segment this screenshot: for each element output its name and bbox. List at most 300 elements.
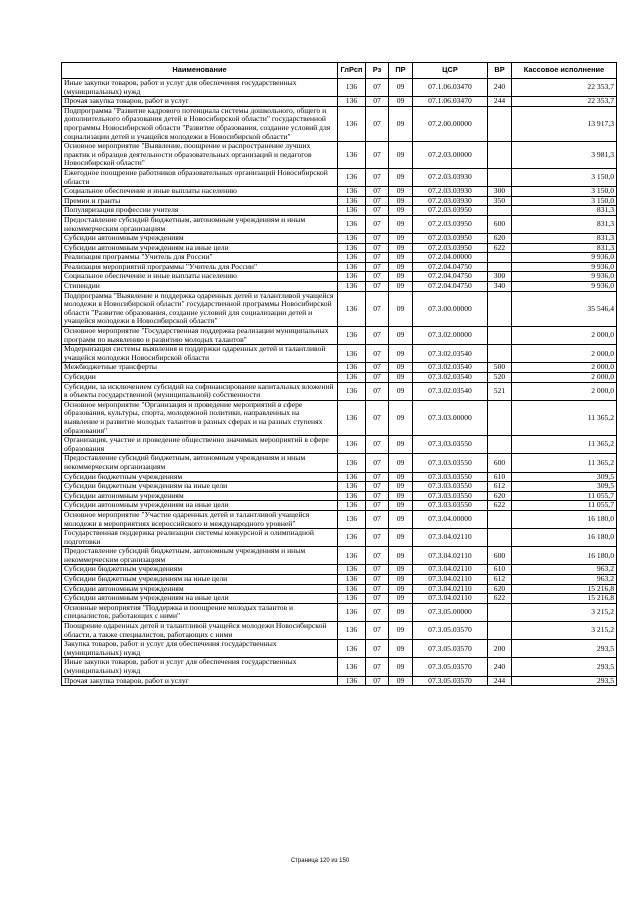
cell-csr: 07.3.05.00000 <box>413 603 488 621</box>
cell-rz: 07 <box>366 262 389 272</box>
table-row <box>62 565 617 575</box>
cell-vr: 620 <box>488 584 512 594</box>
cell-cash-execution: 11 055,7 <box>512 501 617 511</box>
cell-pr: 09 <box>389 594 413 604</box>
cell-pr: 09 <box>389 382 413 400</box>
cell-csr: 07.3.05.03570 <box>413 658 488 676</box>
cell-name: Субсидии автономным учреждениям <box>62 234 338 244</box>
table-row <box>62 272 617 282</box>
cell-csr: 07.3.03.03550 <box>413 454 488 472</box>
cell-rz: 07 <box>366 272 389 282</box>
cell-rz: 07 <box>366 291 389 326</box>
cell-rz: 07 <box>366 547 389 565</box>
cell-cash-execution: 3 150,0 <box>512 168 617 186</box>
cell-name: Государственная поддержка реализации системы конкурсной и олимпиадной подготовки <box>62 529 338 547</box>
header-rz: Рз <box>366 63 389 79</box>
cell-glrsp: 136 <box>338 594 366 604</box>
cell-vr <box>488 529 512 547</box>
cell-cash-execution: 963,2 <box>512 575 617 585</box>
cell-csr: 07.2.04.04750 <box>413 272 488 282</box>
table-row <box>62 262 617 272</box>
cell-csr: 07.2.03.03930 <box>413 187 488 197</box>
table-row <box>62 676 617 686</box>
cell-name: Подпрограмма "Выявление и поддержка одаренных детей и талантливой учащейся молодежи в Новосибирской области" государственной программы Новосибирской области "Развитие образования, создание условий для социализации детей и учащейся молодежи в Новосибирской области" <box>62 291 338 326</box>
table-row <box>62 234 617 244</box>
cell-csr: 07.3.04.02110 <box>413 547 488 565</box>
cell-name: Основное мероприятие "Выявление, поощрение и распространение лучших практик и образцов деятельности образовательных организаций и педагогов Новосибирской области" <box>62 142 338 169</box>
cell-vr: 340 <box>488 282 512 292</box>
cell-name: Основные мероприятия "Поддержка и поощрение молодых талантов и специалистов, работающих с ними" <box>62 603 338 621</box>
cell-name: Основное мероприятие "Участие одаренных детей и талантливой учащейся молодежи в мероприятиях всероссийского и международного уровней" <box>62 510 338 528</box>
cell-pr: 09 <box>389 363 413 373</box>
table-row <box>62 400 617 435</box>
cell-name: Межбюджетные трансферты <box>62 363 338 373</box>
cell-vr <box>488 436 512 454</box>
table-row <box>62 206 617 216</box>
cell-vr: 521 <box>488 382 512 400</box>
table-row <box>62 640 617 658</box>
cell-csr: 07.3.03.03550 <box>413 436 488 454</box>
cell-rz: 07 <box>366 676 389 686</box>
table-row <box>62 594 617 604</box>
table-row <box>62 622 617 640</box>
cell-cash-execution: 309,5 <box>512 472 617 482</box>
cell-pr: 09 <box>389 400 413 435</box>
cell-name: Предоставление субсидий бюджетным, автономным учреждениям и иным некоммерческим организациям <box>62 454 338 472</box>
cell-csr: 07.2.04.04750 <box>413 282 488 292</box>
cell-cash-execution: 2 000,0 <box>512 373 617 383</box>
cell-pr: 09 <box>389 196 413 206</box>
cell-cash-execution: 11 055,7 <box>512 491 617 501</box>
table-row <box>62 282 617 292</box>
cell-pr: 09 <box>389 327 413 345</box>
cell-cash-execution: 2 000,0 <box>512 382 617 400</box>
cell-rz: 07 <box>366 345 389 363</box>
cell-pr: 09 <box>389 282 413 292</box>
cell-csr: 07.3.02.03540 <box>413 345 488 363</box>
cell-cash-execution: 293,5 <box>512 640 617 658</box>
cell-pr: 09 <box>389 187 413 197</box>
cell-rz: 07 <box>366 282 389 292</box>
cell-vr: 610 <box>488 472 512 482</box>
cell-glrsp: 136 <box>338 565 366 575</box>
cell-glrsp: 136 <box>338 501 366 511</box>
cell-name: Социальное обеспечение и иные выплаты населению <box>62 187 338 197</box>
cell-name: Подпрограмма "Развитие кадрового потенциала системы дошкольного, общего и дополнительного образования детей в Новосибирской области" государственной программы Новосибирской области "Развитие образования, создание условий для социализации детей и учащейся молодежи в Новосибирской области" <box>62 106 338 141</box>
cell-glrsp: 136 <box>338 272 366 282</box>
cell-glrsp: 136 <box>338 142 366 169</box>
cell-csr: 07.3.05.03570 <box>413 622 488 640</box>
cell-name: Субсидии бюджетным учреждениям <box>62 472 338 482</box>
cell-vr: 620 <box>488 234 512 244</box>
cell-name: Иные закупки товаров, работ и услуг для обеспечения государственных (муниципальных) нужд <box>62 658 338 676</box>
cell-vr <box>488 142 512 169</box>
cell-pr: 09 <box>389 603 413 621</box>
cell-glrsp: 136 <box>338 658 366 676</box>
cell-csr: 07.3.04.02110 <box>413 529 488 547</box>
cell-csr: 07.3.03.03550 <box>413 472 488 482</box>
cell-name: Иные закупки товаров, работ и услуг для обеспечения государственных (муниципальных) нужд <box>62 79 338 97</box>
cell-cash-execution: 16 180,0 <box>512 529 617 547</box>
cell-csr: 07.2.00.00000 <box>413 106 488 141</box>
cell-pr: 09 <box>389 584 413 594</box>
cell-pr: 09 <box>389 142 413 169</box>
cell-vr <box>488 345 512 363</box>
cell-csr: 07.3.03.03550 <box>413 482 488 492</box>
cell-rz: 07 <box>366 206 389 216</box>
cell-pr: 09 <box>389 234 413 244</box>
cell-csr: 07.3.04.00000 <box>413 510 488 528</box>
cell-pr: 09 <box>389 373 413 383</box>
cell-csr: 07.2.03.03950 <box>413 243 488 253</box>
cell-name: Субсидии, за исключением субсидий на софинансирование капитальных вложений в объекты государственной (муниципальной) собственности <box>62 382 338 400</box>
table-row <box>62 373 617 383</box>
page-number: Страница 120 из 150 <box>290 858 350 864</box>
table-row <box>62 363 617 373</box>
cell-rz: 07 <box>366 575 389 585</box>
cell-pr: 09 <box>389 622 413 640</box>
table-row <box>62 482 617 492</box>
table-row <box>62 106 617 141</box>
table-row <box>62 187 617 197</box>
cell-glrsp: 136 <box>338 482 366 492</box>
cell-rz: 07 <box>366 234 389 244</box>
cell-rz: 07 <box>366 196 389 206</box>
table-row <box>62 501 617 511</box>
cell-csr: 07.1.06.03470 <box>413 97 488 107</box>
cell-cash-execution: 16 180,0 <box>512 510 617 528</box>
cell-name: Прочая закупка товаров, работ и услуг <box>62 97 338 107</box>
cell-cash-execution: 3 150,0 <box>512 196 617 206</box>
cell-vr: 622 <box>488 501 512 511</box>
cell-name: Субсидии автономным учреждениям на иные цели <box>62 243 338 253</box>
header-cash-execution: Кассовое исполнение <box>512 63 617 79</box>
cell-name: Социальное обеспечение и иные выплаты населению <box>62 272 338 282</box>
cell-pr: 09 <box>389 676 413 686</box>
table-row <box>62 547 617 565</box>
header-vr: ВР <box>488 63 512 79</box>
cell-rz: 07 <box>366 243 389 253</box>
cell-vr <box>488 206 512 216</box>
cell-csr: 07.2.03.03950 <box>413 215 488 233</box>
cell-csr: 07.3.05.03570 <box>413 640 488 658</box>
cell-vr: 600 <box>488 215 512 233</box>
cell-rz: 07 <box>366 472 389 482</box>
cell-pr: 09 <box>389 243 413 253</box>
table-row <box>62 454 617 472</box>
cell-rz: 07 <box>366 501 389 511</box>
cell-pr: 09 <box>389 472 413 482</box>
cell-pr: 09 <box>389 547 413 565</box>
cell-vr <box>488 622 512 640</box>
cell-pr: 09 <box>389 436 413 454</box>
cell-name: Модернизация системы выявления и поддержки одаренных детей и талантливой учащейся молодежи Новосибирской области <box>62 345 338 363</box>
cell-cash-execution: 309,5 <box>512 482 617 492</box>
cell-cash-execution: 831,3 <box>512 206 617 216</box>
cell-glrsp: 136 <box>338 382 366 400</box>
cell-glrsp: 136 <box>338 291 366 326</box>
cell-name: Стипендии <box>62 282 338 292</box>
cell-rz: 07 <box>366 187 389 197</box>
cell-csr: 07.3.05.03570 <box>413 676 488 686</box>
cell-pr: 09 <box>389 253 413 263</box>
cell-cash-execution: 293,5 <box>512 658 617 676</box>
cell-rz: 07 <box>366 382 389 400</box>
table-row <box>62 142 617 169</box>
cell-name: Премии и гранты <box>62 196 338 206</box>
cell-glrsp: 136 <box>338 234 366 244</box>
cell-vr: 500 <box>488 363 512 373</box>
cell-csr: 07.3.04.02110 <box>413 594 488 604</box>
cell-vr: 300 <box>488 187 512 197</box>
cell-cash-execution: 9 936,0 <box>512 253 617 263</box>
cell-glrsp: 136 <box>338 547 366 565</box>
cell-cash-execution: 831,3 <box>512 215 617 233</box>
table-row <box>62 584 617 594</box>
cell-glrsp: 136 <box>338 106 366 141</box>
table-row <box>62 603 617 621</box>
table-row <box>62 658 617 676</box>
cell-cash-execution: 293,5 <box>512 676 617 686</box>
cell-rz: 07 <box>366 168 389 186</box>
cell-glrsp: 136 <box>338 196 366 206</box>
table-row <box>62 436 617 454</box>
cell-csr: 07.3.03.03550 <box>413 501 488 511</box>
cell-rz: 07 <box>366 529 389 547</box>
cell-vr: 622 <box>488 594 512 604</box>
table-row <box>62 491 617 501</box>
cell-cash-execution: 3 150,0 <box>512 187 617 197</box>
table-row <box>62 253 617 263</box>
cell-csr: 07.2.03.03930 <box>413 196 488 206</box>
table-header-row <box>62 63 617 79</box>
header-name: Наименование <box>62 63 338 79</box>
cell-name: Поощрение одаренных детей и талантливой учащейся молодежи Новосибирской области, а также специалистов, работающих с ними <box>62 622 338 640</box>
cell-name: Ежегодное поощрение работников образовательных организаций Новосибирской области <box>62 168 338 186</box>
cell-glrsp: 136 <box>338 282 366 292</box>
cell-glrsp: 136 <box>338 253 366 263</box>
cell-csr: 07.3.04.02110 <box>413 584 488 594</box>
cell-pr: 09 <box>389 262 413 272</box>
cell-csr: 07.2.04.00000 <box>413 253 488 263</box>
cell-glrsp: 136 <box>338 454 366 472</box>
cell-rz: 07 <box>366 640 389 658</box>
table-row <box>62 291 617 326</box>
cell-vr: 600 <box>488 547 512 565</box>
cell-vr <box>488 400 512 435</box>
cell-glrsp: 136 <box>338 345 366 363</box>
table-row <box>62 243 617 253</box>
cell-csr: 07.3.03.03550 <box>413 491 488 501</box>
table-row <box>62 575 617 585</box>
cell-vr: 612 <box>488 482 512 492</box>
cell-cash-execution: 831,3 <box>512 234 617 244</box>
cell-pr: 09 <box>389 575 413 585</box>
cell-cash-execution: 11 365,2 <box>512 436 617 454</box>
cell-glrsp: 136 <box>338 187 366 197</box>
cell-pr: 09 <box>389 106 413 141</box>
cell-csr: 07.1.06.03470 <box>413 79 488 97</box>
cell-pr: 09 <box>389 291 413 326</box>
table-row <box>62 327 617 345</box>
cell-vr: 300 <box>488 272 512 282</box>
header-csr: ЦСР <box>413 63 488 79</box>
cell-csr: 07.3.02.03540 <box>413 382 488 400</box>
table-row <box>62 345 617 363</box>
cell-vr: 600 <box>488 454 512 472</box>
cell-glrsp: 136 <box>338 363 366 373</box>
cell-rz: 07 <box>366 603 389 621</box>
cell-glrsp: 136 <box>338 491 366 501</box>
cell-vr <box>488 106 512 141</box>
cell-cash-execution: 2 000,0 <box>512 327 617 345</box>
cell-csr: 07.2.03.00000 <box>413 142 488 169</box>
cell-pr: 09 <box>389 501 413 511</box>
cell-name: Реализация мероприятий программы "Учитель для России" <box>62 262 338 272</box>
cell-glrsp: 136 <box>338 640 366 658</box>
cell-pr: 09 <box>389 640 413 658</box>
cell-pr: 09 <box>389 510 413 528</box>
cell-name: Субсидии автономным учреждениям <box>62 584 338 594</box>
cell-cash-execution: 831,3 <box>512 243 617 253</box>
cell-rz: 07 <box>366 79 389 97</box>
cell-name: Субсидии автономным учреждениям на иные цели <box>62 501 338 511</box>
cell-pr: 09 <box>389 215 413 233</box>
cell-name: Субсидии автономным учреждениям на иные цели <box>62 594 338 604</box>
cell-vr: 612 <box>488 575 512 585</box>
cell-cash-execution: 9 936,0 <box>512 282 617 292</box>
cell-name: Организация, участие и проведение общественно значимых мероприятий в сфере образования <box>62 436 338 454</box>
cell-csr: 07.3.03.00000 <box>413 400 488 435</box>
cell-glrsp: 136 <box>338 622 366 640</box>
cell-pr: 09 <box>389 206 413 216</box>
cell-rz: 07 <box>366 363 389 373</box>
cell-glrsp: 136 <box>338 79 366 97</box>
cell-cash-execution: 11 365,2 <box>512 400 617 435</box>
cell-vr <box>488 253 512 263</box>
cell-cash-execution: 15 216,8 <box>512 594 617 604</box>
cell-rz: 07 <box>366 142 389 169</box>
cell-name: Предоставление субсидий бюджетным, автономным учреждениям и иным некоммерческим организациям <box>62 547 338 565</box>
cell-rz: 07 <box>366 97 389 107</box>
cell-pr: 09 <box>389 529 413 547</box>
cell-vr: 200 <box>488 640 512 658</box>
table-row <box>62 215 617 233</box>
cell-glrsp: 136 <box>338 168 366 186</box>
cell-csr: 07.2.04.04750 <box>413 262 488 272</box>
cell-rz: 07 <box>366 658 389 676</box>
cell-rz: 07 <box>366 594 389 604</box>
header-pr: ПР <box>389 63 413 79</box>
cell-csr: 07.3.00.00000 <box>413 291 488 326</box>
cell-cash-execution: 11 365,2 <box>512 454 617 472</box>
cell-rz: 07 <box>366 584 389 594</box>
cell-name: Субсидии автономным учреждениям <box>62 491 338 501</box>
cell-vr: 244 <box>488 97 512 107</box>
cell-glrsp: 136 <box>338 400 366 435</box>
cell-name: Основное мероприятие "Государственная поддержка реализации муниципальных программ по выявлению и развитию молодых талантов" <box>62 327 338 345</box>
budget-table <box>61 62 617 686</box>
cell-vr: 610 <box>488 565 512 575</box>
cell-glrsp: 136 <box>338 575 366 585</box>
cell-cash-execution: 13 917,3 <box>512 106 617 141</box>
cell-pr: 09 <box>389 79 413 97</box>
cell-pr: 09 <box>389 565 413 575</box>
cell-rz: 07 <box>366 215 389 233</box>
cell-glrsp: 136 <box>338 510 366 528</box>
cell-rz: 07 <box>366 622 389 640</box>
table-body <box>62 79 617 686</box>
cell-glrsp: 136 <box>338 373 366 383</box>
cell-vr: 244 <box>488 676 512 686</box>
report-page <box>61 62 616 686</box>
cell-rz: 07 <box>366 106 389 141</box>
cell-vr <box>488 291 512 326</box>
cell-pr: 09 <box>389 272 413 282</box>
cell-vr <box>488 262 512 272</box>
cell-glrsp: 136 <box>338 327 366 345</box>
cell-rz: 07 <box>366 491 389 501</box>
cell-name: Реализация программы "Учитель для России" <box>62 253 338 263</box>
cell-pr: 09 <box>389 345 413 363</box>
cell-cash-execution: 2 000,0 <box>512 363 617 373</box>
cell-cash-execution: 2 000,0 <box>512 345 617 363</box>
table-row <box>62 196 617 206</box>
cell-pr: 09 <box>389 97 413 107</box>
cell-vr <box>488 510 512 528</box>
cell-csr: 07.3.04.02110 <box>413 575 488 585</box>
cell-rz: 07 <box>366 454 389 472</box>
header-glrsp: ГлРсп <box>338 63 366 79</box>
cell-csr: 07.2.03.03950 <box>413 234 488 244</box>
table-row <box>62 529 617 547</box>
cell-glrsp: 136 <box>338 603 366 621</box>
cell-cash-execution: 22 353,7 <box>512 97 617 107</box>
cell-pr: 09 <box>389 168 413 186</box>
cell-cash-execution: 15 216,8 <box>512 584 617 594</box>
cell-glrsp: 136 <box>338 243 366 253</box>
cell-vr: 350 <box>488 196 512 206</box>
cell-glrsp: 136 <box>338 529 366 547</box>
cell-name: Субсидии бюджетным учреждениям на иные цели <box>62 575 338 585</box>
cell-rz: 07 <box>366 482 389 492</box>
table-row <box>62 382 617 400</box>
cell-cash-execution: 9 936,0 <box>512 272 617 282</box>
cell-cash-execution: 3 215,2 <box>512 622 617 640</box>
cell-vr <box>488 327 512 345</box>
cell-rz: 07 <box>366 436 389 454</box>
cell-csr: 07.2.03.03930 <box>413 168 488 186</box>
table-row <box>62 168 617 186</box>
cell-rz: 07 <box>366 400 389 435</box>
cell-vr: 620 <box>488 491 512 501</box>
cell-glrsp: 136 <box>338 584 366 594</box>
cell-rz: 07 <box>366 253 389 263</box>
cell-vr: 520 <box>488 373 512 383</box>
cell-vr <box>488 603 512 621</box>
cell-name: Закупка товаров, работ и услуг для обеспечения государственных (муниципальных) нужд <box>62 640 338 658</box>
table-row <box>62 472 617 482</box>
cell-cash-execution: 22 353,7 <box>512 79 617 97</box>
cell-csr: 07.3.02.03540 <box>413 373 488 383</box>
cell-vr <box>488 168 512 186</box>
cell-glrsp: 136 <box>338 472 366 482</box>
cell-glrsp: 136 <box>338 676 366 686</box>
cell-cash-execution: 3 215,2 <box>512 603 617 621</box>
cell-name: Популяризация профессии учителя <box>62 206 338 216</box>
cell-rz: 07 <box>366 373 389 383</box>
cell-vr: 240 <box>488 658 512 676</box>
